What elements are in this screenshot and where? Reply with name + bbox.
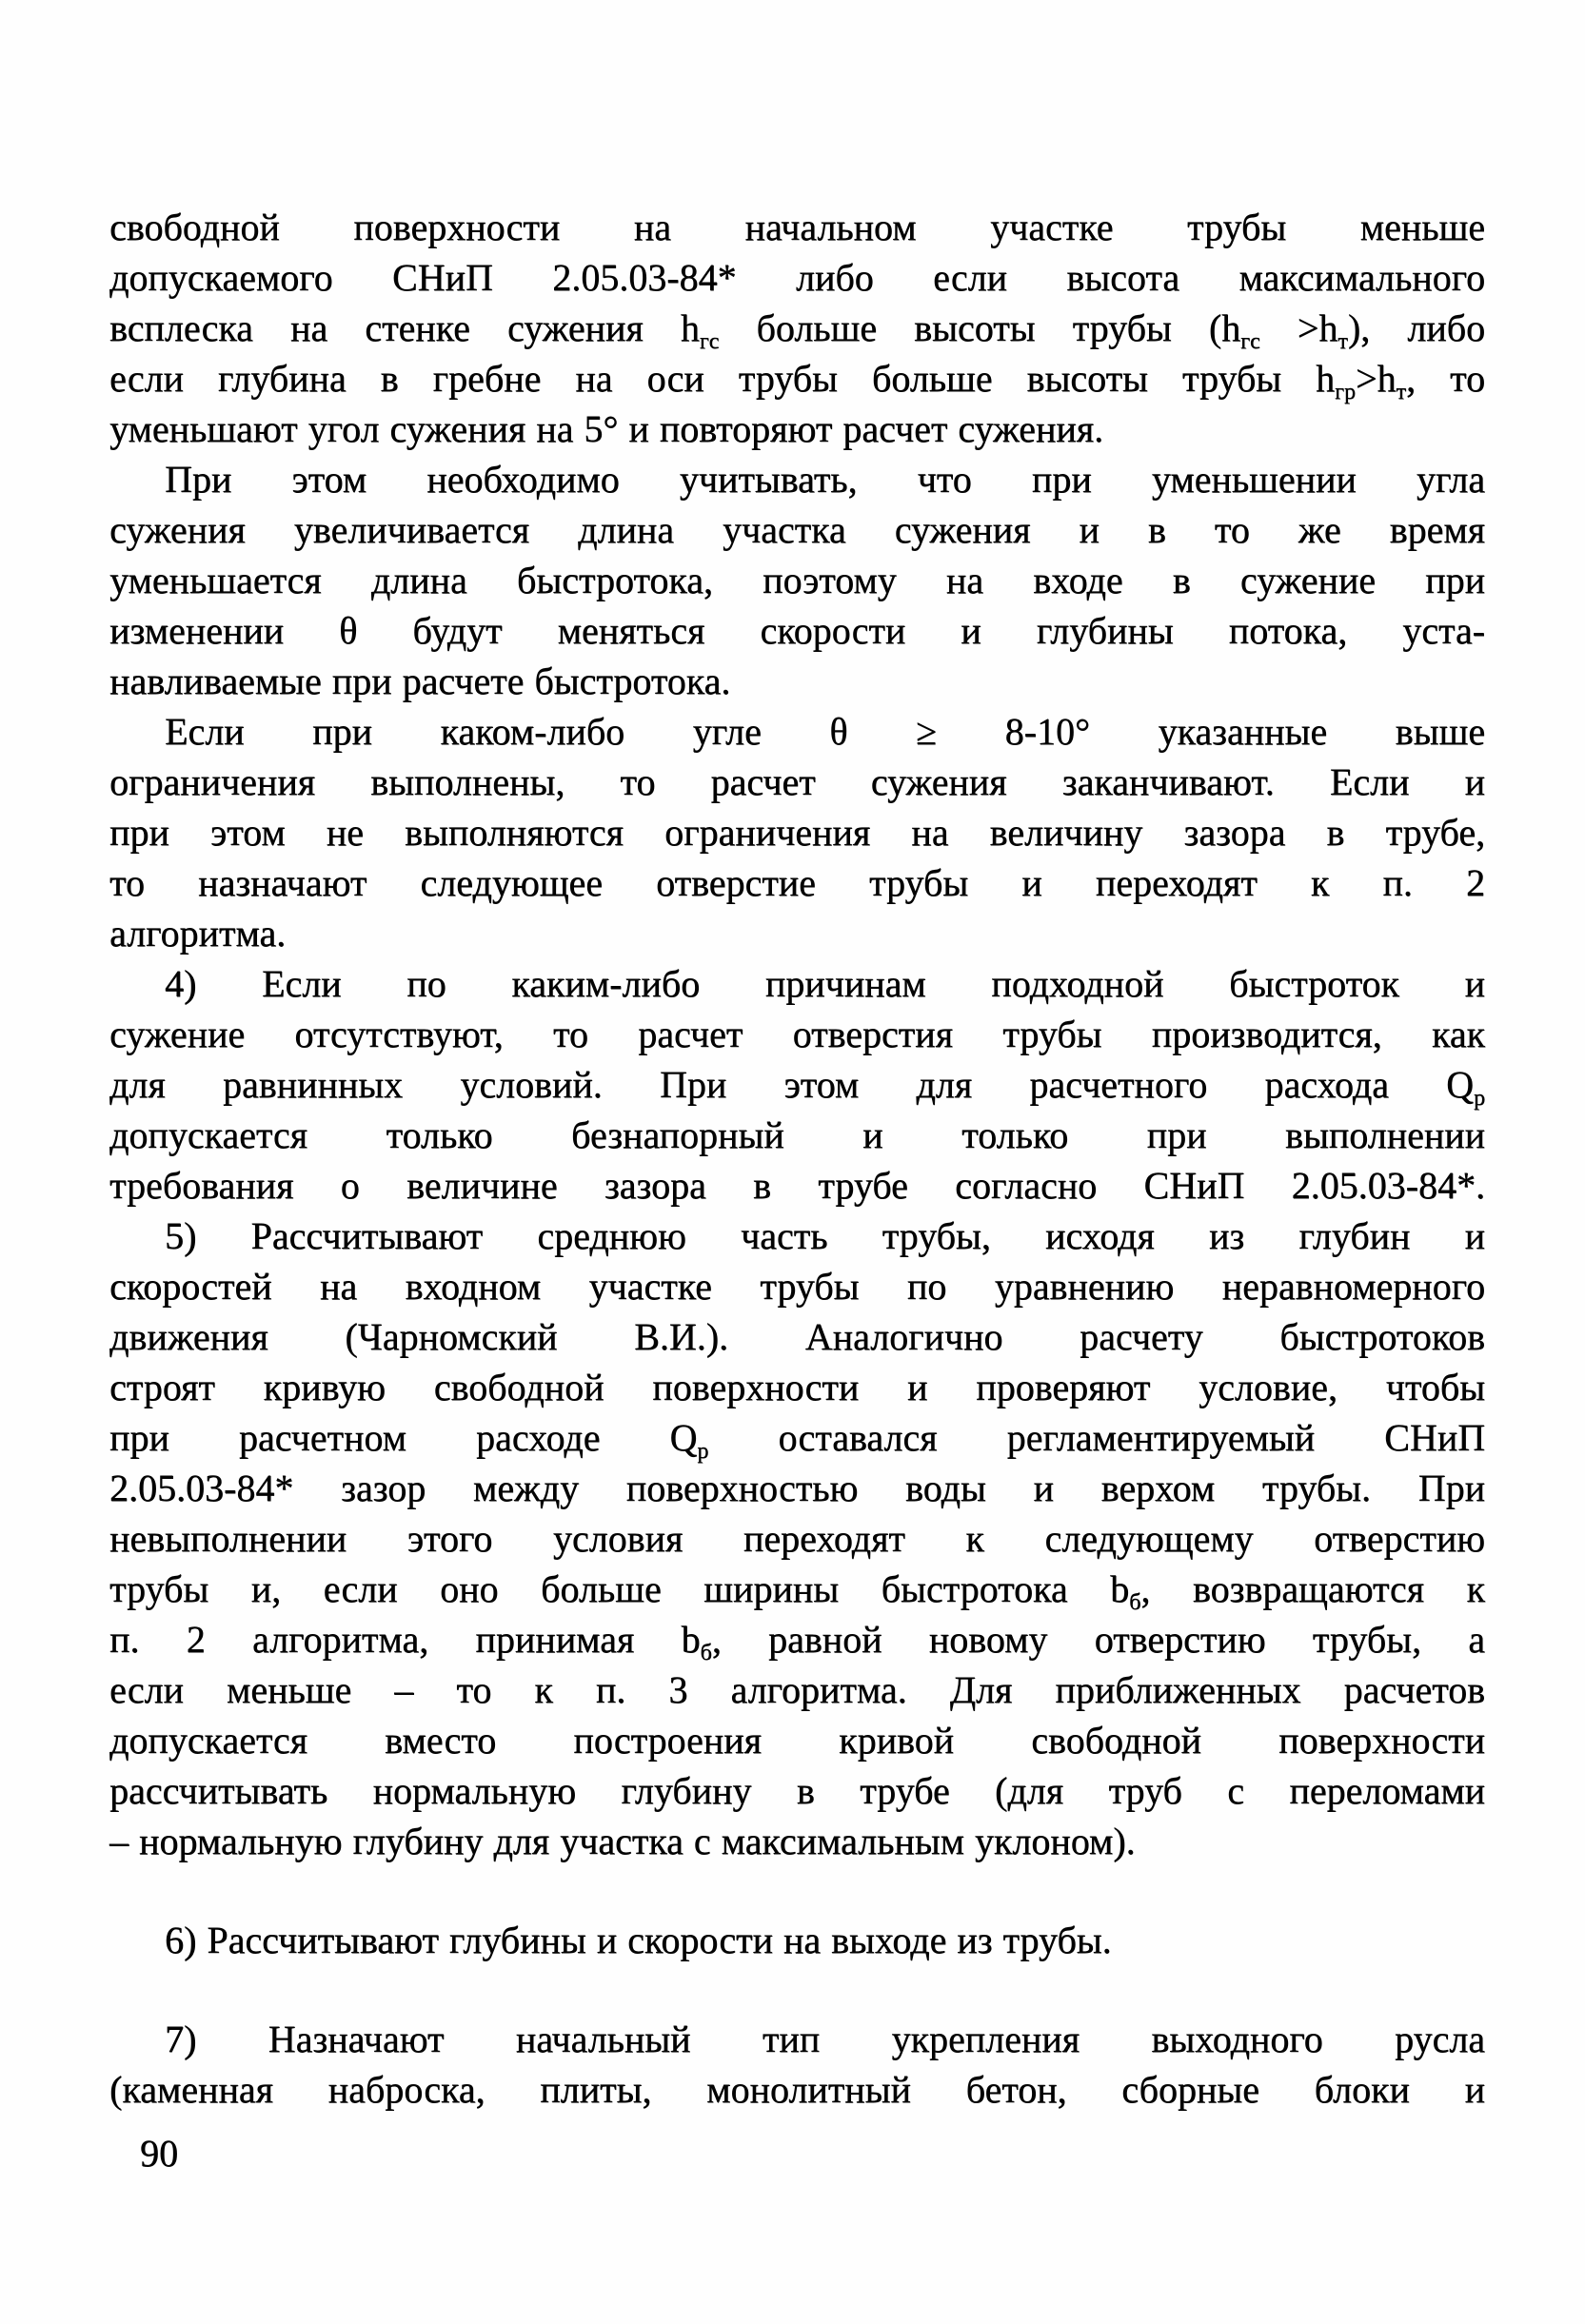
text-line: п. 2 алгоритма, принимая $b_б$, равной новому отверстию трубы, а (109, 1618, 1485, 1665)
text-line: – нормальную глубину для участка с максимальным уклоном). (109, 1820, 1136, 1862)
subscript: гр (1335, 379, 1356, 404)
text-line: если меньше – то к п. 3 алгоритма. Для приближенных расчетов (109, 1668, 1485, 1711)
text-line: навливаемые при расчете быстротока. (109, 660, 731, 702)
text-line: для равнинных условий. При этом для расчетного расхода $Q_р$ (109, 1063, 1485, 1111)
page-number: 90 (140, 2132, 178, 2175)
text-line: рассчитывать нормальную глубину в трубе (для труб с переломами (109, 1769, 1485, 1812)
text-line: строят кривую свободной поверхности и проверяют условие, чтобы (109, 1366, 1485, 1408)
paragraph-7 (109, 2014, 1485, 2115)
text-line: Если при каком-либо угле θ ≥ 8-10° указанные выше (165, 710, 1485, 753)
paragraph-2 (109, 454, 1485, 706)
text-line: При этом необходимо учитывать, что при уменьшении угла (165, 458, 1485, 501)
subscript: р (1474, 1085, 1485, 1111)
text-line: свободной поверхности на начальном участке трубы меньше (109, 206, 1485, 248)
text-line: уменьшается длина быстротока, поэтому на входе в сужение при (109, 559, 1485, 601)
text-line: невыполнении этого условия переходят к следующему отверстию (109, 1517, 1485, 1560)
paragraph-3 (109, 706, 1485, 958)
subscript: б (700, 1640, 712, 1665)
subscript: гс (699, 328, 720, 354)
paragraph-5 (109, 1211, 1485, 1866)
text-line: 6) Рассчитывают глубины и скорости на выходе из трубы. (165, 1919, 1112, 1961)
text-block (109, 202, 1485, 2115)
text-line: 7) Назначают начальный тип укрепления выходного русла (165, 2018, 1485, 2060)
text-line: движения (Чарномский В.И.). Аналогично расчету быстротоков (109, 1315, 1485, 1358)
text-line: изменении θ будут меняться скорости и глубины потока, уста- (109, 609, 1485, 652)
text-line: алгоритма. (109, 912, 287, 955)
text-line: допускается только безнапорный и только при выполнении (109, 1113, 1485, 1156)
text-line: если глубина в гребне на оси трубы больше высоты трубы $h_{гр}>h_т$, то (109, 357, 1485, 404)
text-line: 5) Рассчитывают среднюю часть трубы, исходя из глубин и (165, 1214, 1485, 1257)
text-line: при расчетном расходе $Q_р$ оставался регламентируемый СНиП (109, 1416, 1485, 1464)
text-line: требования о величине зазора в трубе согласно СНиП 2.05.03-84*. (109, 1164, 1485, 1207)
text-line: 2.05.03-84* зазор между поверхностью воды и верхом трубы. При (109, 1467, 1485, 1509)
subscript: т (1337, 328, 1348, 354)
text-line: допускается вместо построения кривой свободной поверхности (109, 1719, 1485, 1762)
subscript: гс (1240, 328, 1260, 354)
subscript: б (1129, 1589, 1141, 1615)
paragraph-6 (109, 1915, 1485, 1965)
text-line: сужение отсутствуют, то расчет отверстия трубы производится, как (109, 1013, 1485, 1055)
text-line: (каменная наброска, плиты, монолитный бетон, сборные блоки и (109, 2068, 1485, 2111)
text-line: то назначают следующее отверстие трубы и переходят к п. 2 (109, 861, 1485, 904)
subscript: р (697, 1438, 709, 1464)
text-line: всплеска на стенке сужения $h_{гс}$ больше высоты трубы $(h_{гс} >h_т)$, либо (109, 306, 1485, 354)
text-line: сужения увеличивается длина участка сужения и в то же время (109, 508, 1485, 551)
text-line: ограничения выполнены, то расчет сужения заканчивают. Если и (109, 760, 1485, 803)
text-line: допускаемого СНиП 2.05.03-84* либо если высота максимального (109, 256, 1485, 299)
subscript: т (1396, 379, 1406, 404)
paragraph-4 (109, 958, 1485, 1211)
text-line: при этом не выполняются ограничения на величину зазора в трубе, (109, 811, 1485, 854)
text-line: скоростей на входном участке трубы по уравнению неравномерного (109, 1265, 1485, 1308)
text-line: трубы и, если оно больше ширины быстротока $b_б$, возвращаются к (109, 1567, 1485, 1615)
text-line: 4) Если по каким-либо причинам подходной быстроток и (165, 962, 1485, 1005)
paragraph-1 (109, 202, 1485, 454)
text-line: уменьшают угол сужения на 5° и повторяют расчет сужения. (109, 407, 1104, 450)
